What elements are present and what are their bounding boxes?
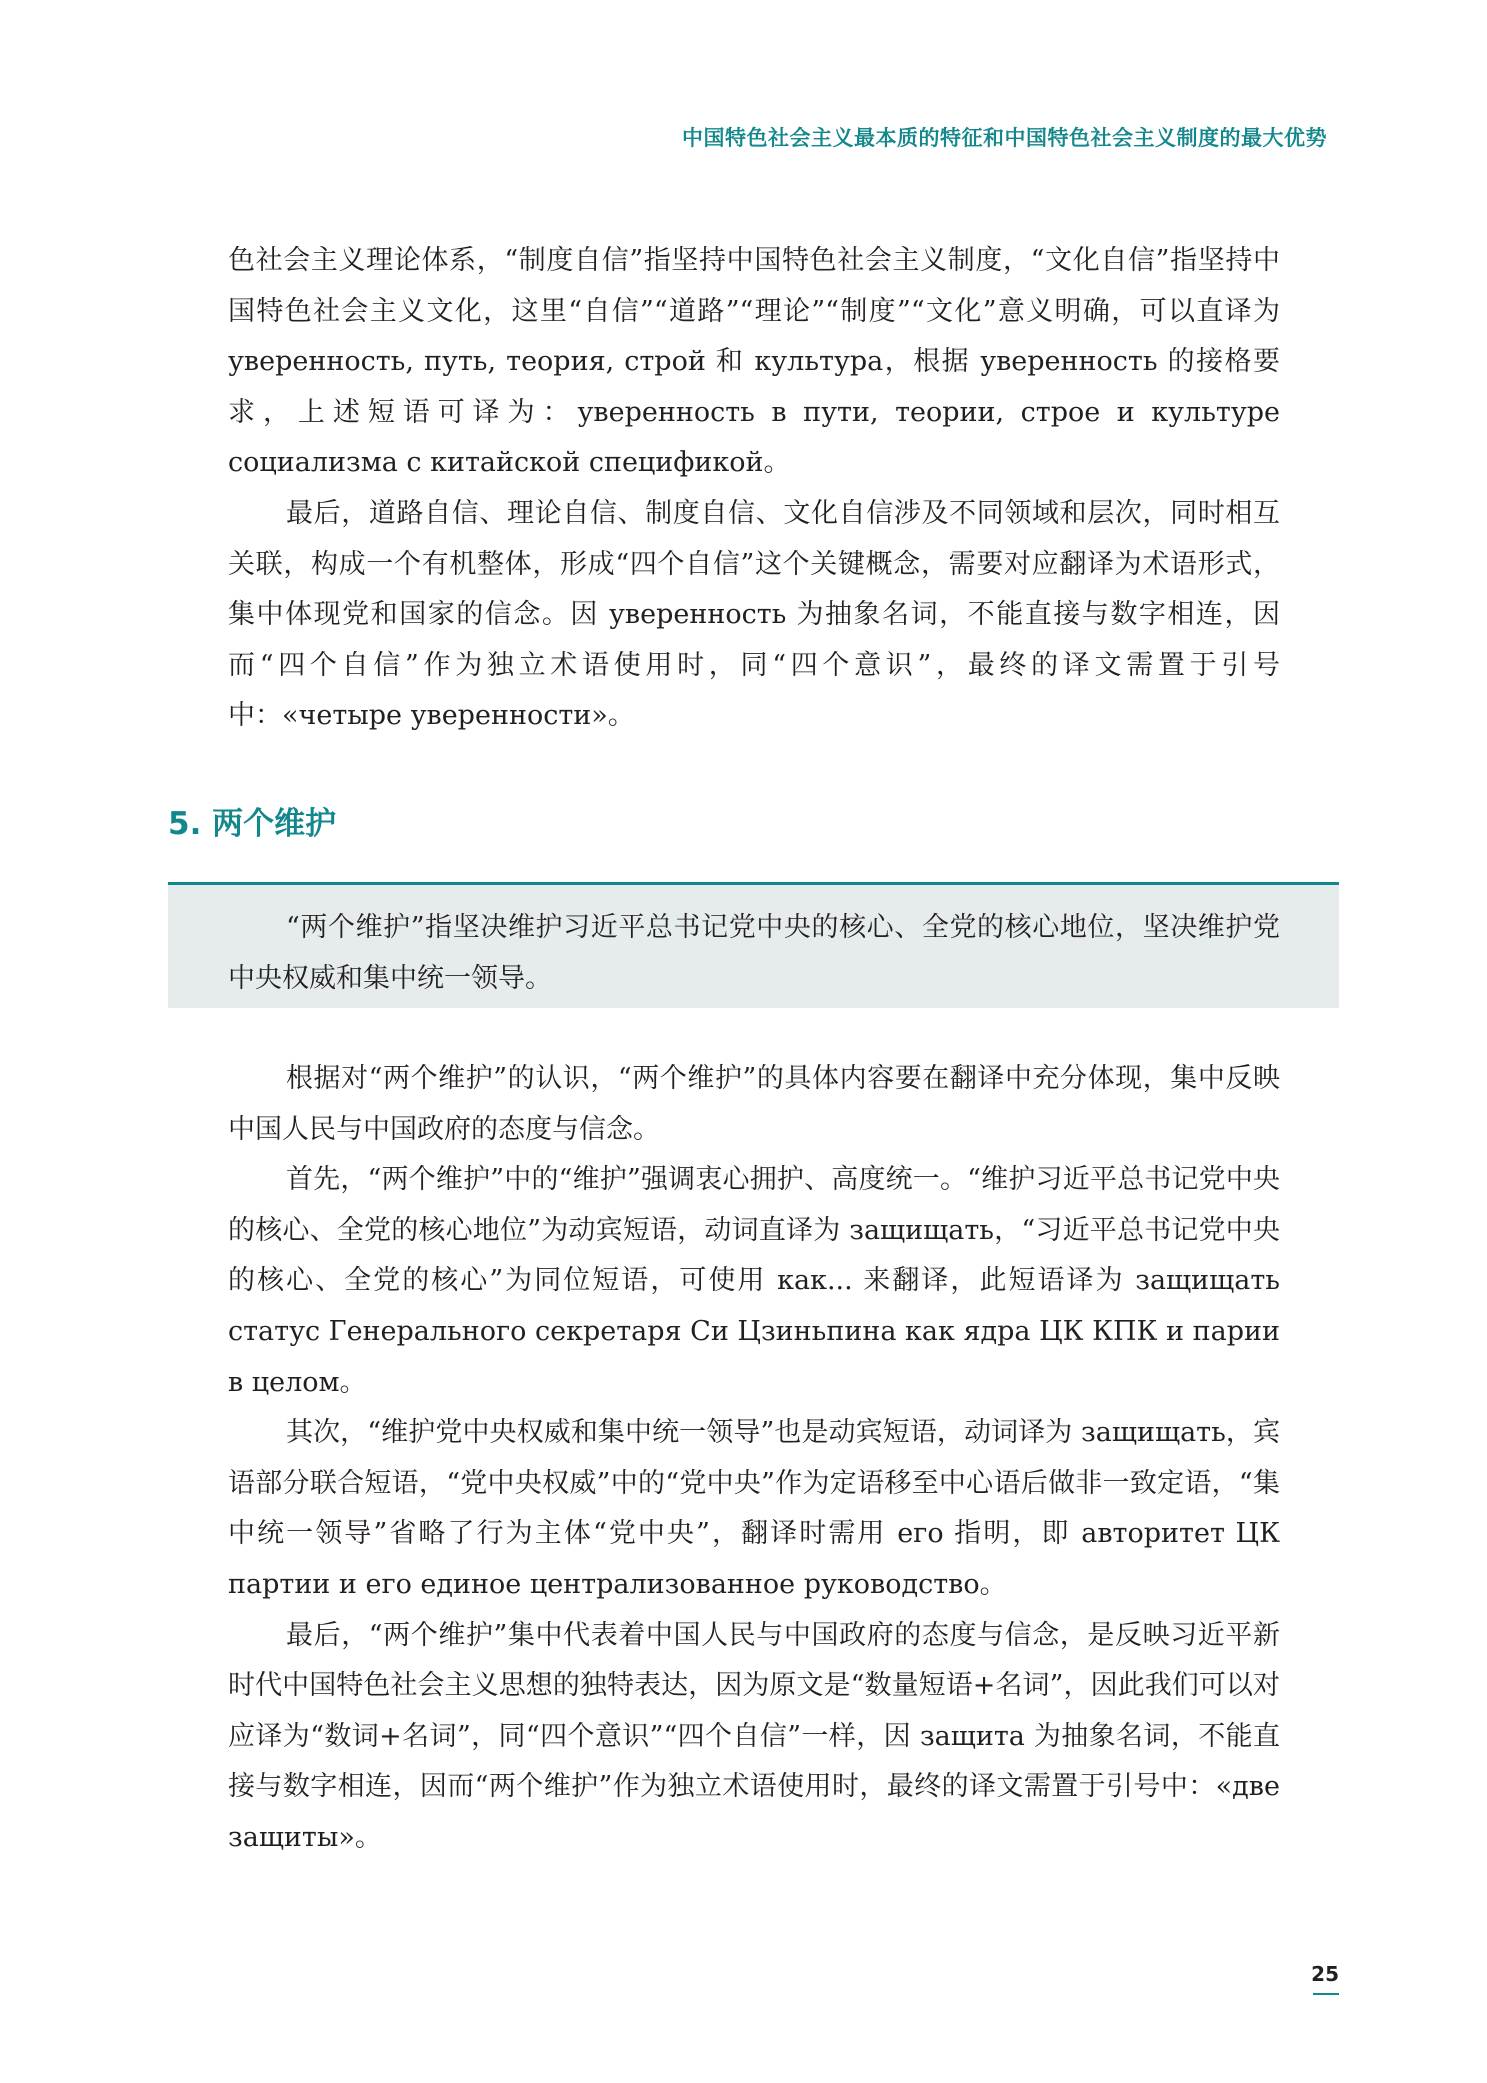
paragraph: 其次，“维护党中央权威和集中统一领导”也是动宾短语，动词译为 защищать，宾语部分联合短语，“党中央权威”中的“党中央”作为定语移至中心语后做非一致定语，“集中统一领导”省略了行为主体“党中央”，翻译时需用 его 指明，即 авторитет ЦК партии и его единое централизованное руководство。 <box>228 1417 1280 1600</box>
paragraph: 最后，道路自信、理论自信、制度自信、文化自信涉及不同领域和层次，同时相互关联，构成一个有机整体，形成“四个自信”这个关键概念，需要对应翻译为术语形式，集中体现党和国家的信念。因 уверенность 为抽象名词，不能直接与数字相连，因而“四个自信”作为独立术语使用时，同“四个意识”，最终的译文需置于引号中：«четыре уверенности»。 <box>228 497 1280 732</box>
paragraph: 首先，“两个维护”中的“维护”强调衷心拥护、高度统一。“维护习近平总书记党中央的核心、全党的核心地位”为动宾短语，动词直译为 защищать，“习近平总书记党中央的核心、全党的核心”为同位短语，可使用 как... 来翻译，此短语译为 защищать статус Генерального секретаря Си Цзиньпина как ядра ЦК КПК и парии в целом。 <box>228 1164 1280 1398</box>
paragraph: 最后，“两个维护”集中代表着中国人民与中国政府的态度与信念，是反映习近平新时代中国特色社会主义思想的独特表达，因为原文是“数量短语+名词”，因此我们可以对应译为“数词+名词”，同“四个意识”“四个自信”一样，因 защита 为抽象名词，不能直接与数字相连，因而“两个维护”作为独立术语使用时，最终的译文需置于引号中：«две защиты»。 <box>228 1619 1280 1853</box>
paragraph: 色社会主义理论体系，“制度自信”指坚持中国特色社会主义制度，“文化自信”指坚持中国特色社会主义文化，这里“自信”“道路”“理论”“制度”“文化”意义明确，可以直译为 уверенность, путь, теория, строй 和 культура，根据 уверенность 的接格要求，上述短语可译为：уверенность в пути, теории, строе и культуре социализма с китайской спецификой。 <box>228 245 1280 479</box>
bottom-text-block <box>228 1054 1280 1864</box>
page-number: 25 <box>1311 1962 1339 1986</box>
page-number-underline <box>1313 1993 1339 1995</box>
section-heading: 5. 两个维护 <box>168 806 337 842</box>
paragraph: 根据对“两个维护”的认识，“两个维护”的具体内容要在翻译中充分体现，集中反映中国人民与中国政府的态度与信念。 <box>228 1063 1280 1145</box>
running-header: 中国特色社会主义最本质的特征和中国特色社会主义制度的最大优势 <box>682 126 1327 150</box>
top-text-block <box>228 236 1280 742</box>
definition-text: “两个维护”指坚决维护习近平总书记党中央的核心、全党的核心地位，坚决维护党中央权威和集中统一领导。 <box>228 912 1280 994</box>
definition-box <box>168 882 1339 1008</box>
